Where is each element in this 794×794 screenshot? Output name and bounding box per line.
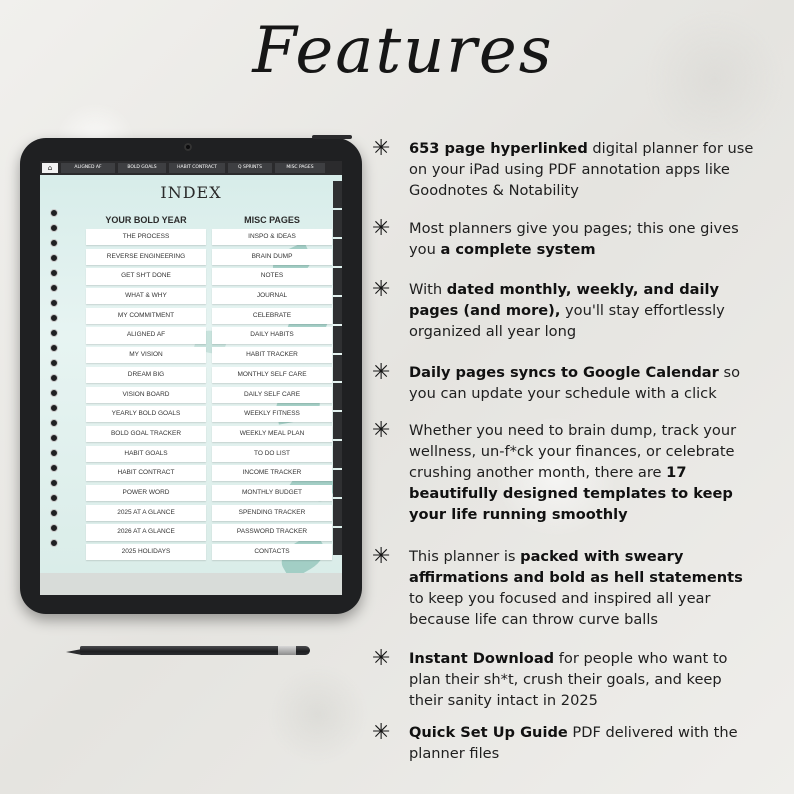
feature-highlight: dated monthly, weekly, and daily pages (and more), xyxy=(409,281,720,319)
binding-ring xyxy=(50,464,58,472)
feature-text xyxy=(409,279,755,342)
stylus-ring xyxy=(278,646,296,655)
feature-text xyxy=(409,138,755,201)
binding-ring xyxy=(50,509,58,517)
index-link[interactable]: SPENDING TRACKER xyxy=(212,505,332,521)
left-column-heading: YOUR BOLD YEAR xyxy=(105,215,187,225)
feature-highlight: packed with sweary affirmations and bold as hell statements xyxy=(409,548,743,586)
stylus-pencil xyxy=(66,644,310,655)
binding-ring xyxy=(50,299,58,307)
binding-ring xyxy=(50,449,58,457)
tab-aligned-af[interactable]: ALIGNED AF xyxy=(61,163,115,173)
feature-copy: to keep you focused and inspired all year because life can throw curve balls xyxy=(409,590,711,628)
stylus-body xyxy=(80,646,310,655)
binding-ring xyxy=(50,344,58,352)
binding-ring xyxy=(50,314,58,322)
binding-ring xyxy=(50,479,58,487)
feature-text xyxy=(409,648,755,711)
side-tab[interactable] xyxy=(333,239,342,266)
side-tab[interactable] xyxy=(333,412,342,439)
binding-ring xyxy=(50,419,58,427)
binding-ring xyxy=(50,389,58,397)
feature-text xyxy=(409,546,755,630)
spiral-binding xyxy=(50,209,58,547)
feature-highlight: 653 page hyperlinked xyxy=(409,140,588,157)
index-link[interactable]: NOTES xyxy=(212,268,332,284)
page-title: Features xyxy=(252,14,554,88)
top-tab-bar xyxy=(40,161,342,175)
index-link[interactable]: INCOME TRACKER xyxy=(212,465,332,481)
feature-text xyxy=(409,218,755,260)
asterisk-icon: ✳ xyxy=(372,418,391,443)
index-link[interactable]: CELEBRATE xyxy=(212,308,332,324)
asterisk-icon: ✳ xyxy=(372,216,391,241)
index-link[interactable]: MONTHLY BUDGET xyxy=(212,485,332,501)
feature-copy: for people who want to plan their sh*t, crush their goals, and keep their sanity intact in 2025 xyxy=(409,650,728,709)
index-link[interactable]: PASSWORD TRACKER xyxy=(212,524,332,540)
index-link[interactable]: 2025 HOLIDAYS xyxy=(86,544,206,560)
feature-text xyxy=(409,420,755,525)
left-index-column xyxy=(86,229,206,560)
index-link[interactable]: WEEKLY MEAL PLAN xyxy=(212,426,332,442)
index-link[interactable]: REVERSE ENGINEERING xyxy=(86,249,206,265)
index-link[interactable]: POWER WORD xyxy=(86,485,206,501)
feature-text xyxy=(409,722,755,764)
asterisk-icon: ✳ xyxy=(372,544,391,569)
index-link[interactable]: MY VISION xyxy=(86,347,206,363)
tab-home[interactable]: ⌂ xyxy=(42,163,58,173)
asterisk-icon: ✳ xyxy=(372,277,391,302)
binding-ring xyxy=(50,539,58,547)
side-tab[interactable] xyxy=(333,326,342,353)
index-link[interactable]: 2025 AT A GLANCE xyxy=(86,505,206,521)
binding-ring xyxy=(50,494,58,502)
side-tab[interactable] xyxy=(333,441,342,468)
feature-copy: so you can update your schedule with a click xyxy=(409,364,741,402)
tablet-screen xyxy=(40,161,342,595)
camera-icon xyxy=(184,143,192,151)
side-tab-bar xyxy=(333,175,342,555)
feature-copy: Most planners give you pages; this one gives you xyxy=(409,220,739,258)
binding-ring xyxy=(50,209,58,217)
binding-ring xyxy=(50,254,58,262)
side-tab[interactable] xyxy=(333,470,342,497)
tablet-device xyxy=(20,138,362,614)
index-link[interactable]: THE PROCESS xyxy=(86,229,206,245)
feature-copy: you'll stay effortlessly organized all year long xyxy=(409,302,725,340)
asterisk-icon: ✳ xyxy=(372,136,391,161)
tablet-power-button xyxy=(312,135,352,139)
side-tab[interactable] xyxy=(333,210,342,237)
index-link[interactable]: GET SH'T DONE xyxy=(86,268,206,284)
screen-footer xyxy=(40,573,342,595)
binding-ring xyxy=(50,404,58,412)
feature-highlight: a complete system xyxy=(440,241,596,258)
binding-ring xyxy=(50,224,58,232)
index-link[interactable]: MONTHLY SELF CARE xyxy=(212,367,332,383)
index-link[interactable]: BOLD GOAL TRACKER xyxy=(86,426,206,442)
index-link[interactable]: CONTACTS xyxy=(212,544,332,560)
tab-bold-goals[interactable]: BOLD GOALS xyxy=(118,163,166,173)
index-link[interactable]: VISION BOARD xyxy=(86,387,206,403)
side-tab[interactable] xyxy=(333,528,342,555)
asterisk-icon: ✳ xyxy=(372,720,391,745)
feature-highlight: Quick Set Up Guide xyxy=(409,724,568,741)
tab-q-sprints[interactable]: Q SPRINTS xyxy=(228,163,272,173)
index-link[interactable]: JOURNAL xyxy=(212,288,332,304)
feature-highlight: Instant Download xyxy=(409,650,555,667)
index-link[interactable]: INSPO & IDEAS xyxy=(212,229,332,245)
binding-ring xyxy=(50,434,58,442)
right-column-heading: MISC PAGES xyxy=(244,215,300,225)
binding-ring xyxy=(50,524,58,532)
side-tab[interactable] xyxy=(333,499,342,526)
tab-habit-contract[interactable]: HABIT CONTRACT xyxy=(169,163,225,173)
feature-highlight: 17 beautifully designed templates to keep your life running smoothly xyxy=(409,464,733,523)
feature-copy: This planner is xyxy=(409,548,521,565)
feature-highlight: Daily pages syncs to Google Calendar xyxy=(409,364,719,381)
index-link[interactable]: HABIT TRACKER xyxy=(212,347,332,363)
feature-copy: With xyxy=(409,281,447,298)
side-tab[interactable] xyxy=(333,383,342,410)
feature-text xyxy=(409,362,755,404)
index-link[interactable]: ALIGNED AF xyxy=(86,327,206,343)
index-link[interactable]: DAILY HABITS xyxy=(212,327,332,343)
binding-ring xyxy=(50,239,58,247)
binding-ring xyxy=(50,374,58,382)
feature-copy: PDF delivered with the planner files xyxy=(409,724,738,762)
index-link[interactable]: WHAT & WHY xyxy=(86,288,206,304)
index-link[interactable]: MY COMMITMENT xyxy=(86,308,206,324)
index-link[interactable]: WEEKLY FITNESS xyxy=(212,406,332,422)
side-tab[interactable] xyxy=(333,297,342,324)
asterisk-icon: ✳ xyxy=(372,360,391,385)
index-title: INDEX xyxy=(160,183,222,202)
feature-copy: Whether you need to brain dump, track your wellness, un-f*ck your finances, or celebrate crushing another month, there are xyxy=(409,422,737,481)
binding-ring xyxy=(50,269,58,277)
right-index-column xyxy=(212,229,332,560)
asterisk-icon: ✳ xyxy=(372,646,391,671)
binding-ring xyxy=(50,359,58,367)
index-link[interactable]: TO DO LIST xyxy=(212,446,332,462)
index-link[interactable]: YEARLY BOLD GOALS xyxy=(86,406,206,422)
tab-misc-pages[interactable]: MISC PAGES xyxy=(275,163,325,173)
binding-ring xyxy=(50,329,58,337)
side-tab[interactable] xyxy=(333,355,342,382)
index-link[interactable]: HABIT CONTRACT xyxy=(86,465,206,481)
index-link[interactable]: HABIT GOALS xyxy=(86,446,206,462)
index-link[interactable]: DAILY SELF CARE xyxy=(212,387,332,403)
index-link[interactable]: 2026 AT A GLANCE xyxy=(86,524,206,540)
binding-ring xyxy=(50,284,58,292)
index-link[interactable]: DREAM BIG xyxy=(86,367,206,383)
feature-copy: digital planner for use on your iPad using PDF annotation apps like Goodnotes & Notability xyxy=(409,140,754,199)
side-tab[interactable] xyxy=(333,268,342,295)
index-link[interactable]: BRAIN DUMP xyxy=(212,249,332,265)
